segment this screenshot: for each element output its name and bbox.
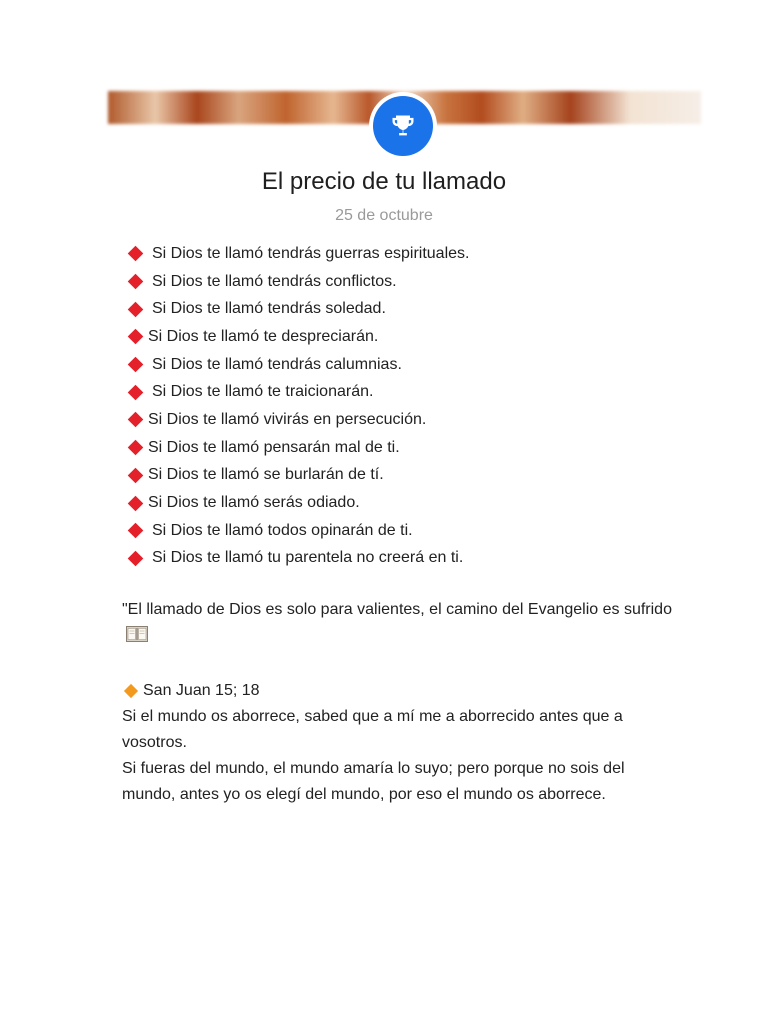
list-item bbox=[126, 462, 469, 490]
list-item bbox=[126, 545, 469, 573]
red-diamond-icon bbox=[128, 274, 144, 290]
red-diamond-icon bbox=[128, 551, 144, 567]
list-item-text: Si Dios te llamó tu parentela no creerá en ti. bbox=[152, 549, 464, 567]
trophy-badge bbox=[369, 92, 437, 160]
red-diamond-icon bbox=[128, 329, 144, 345]
list-item-text: Si Dios te llamó vivirás en persecución. bbox=[148, 410, 427, 428]
red-diamond-icon bbox=[128, 523, 144, 539]
post-date: 25 de octubre bbox=[335, 207, 433, 224]
list-item-text: Si Dios te llamó tendrás conflictos. bbox=[152, 272, 397, 290]
list-item bbox=[126, 295, 469, 323]
list-item bbox=[126, 406, 469, 434]
red-diamond-icon bbox=[128, 468, 144, 484]
list-item bbox=[126, 489, 469, 517]
list-item-text: Si Dios te llamó tendrás soledad. bbox=[152, 300, 386, 318]
list-item bbox=[126, 517, 469, 545]
list-item-text: Si Dios te llamó serás odiado. bbox=[148, 494, 360, 512]
list-item-text: Si Dios te llamó se burlarán de tí. bbox=[148, 466, 384, 484]
quote-paragraph bbox=[122, 597, 682, 651]
list-item bbox=[126, 240, 469, 268]
calling-list bbox=[126, 240, 469, 572]
red-diamond-icon bbox=[128, 495, 144, 511]
list-item bbox=[126, 351, 469, 379]
list-item-text: Si Dios te llamó te traicionarán. bbox=[152, 383, 374, 401]
list-item bbox=[126, 434, 469, 462]
red-diamond-icon bbox=[128, 412, 144, 428]
verse-line-2: Si fueras del mundo, el mundo amaría lo suyo; pero porque no sois del mundo, antes yo os elegí del mundo, por eso el mundo os aborrece. bbox=[122, 760, 625, 803]
trophy-circle bbox=[373, 96, 433, 156]
list-item-text: Si Dios te llamó pensarán mal de ti. bbox=[148, 438, 400, 456]
orange-diamond-icon bbox=[124, 684, 138, 698]
red-diamond-icon bbox=[128, 246, 144, 262]
red-diamond-icon bbox=[128, 440, 144, 456]
list-item-text: Si Dios te llamó tendrás guerras espirituales. bbox=[152, 244, 470, 262]
red-diamond-icon bbox=[128, 301, 144, 317]
open-book-icon bbox=[126, 625, 148, 651]
list-item-text: Si Dios te llamó todos opinarán de ti. bbox=[152, 521, 413, 539]
list-item bbox=[126, 268, 469, 296]
list-item bbox=[126, 378, 469, 406]
verse-reference bbox=[122, 678, 260, 704]
verse-text bbox=[122, 704, 682, 808]
verse-reference-text: San Juan 15; 18 bbox=[143, 682, 260, 699]
page-title: El precio de tu llamado bbox=[261, 168, 507, 195]
red-diamond-icon bbox=[128, 385, 144, 401]
red-diamond-icon bbox=[128, 357, 144, 373]
list-item-text: Si Dios te llamó tendrás calumnias. bbox=[152, 355, 402, 373]
trophy-icon bbox=[389, 112, 417, 140]
list-item bbox=[126, 323, 469, 351]
list-item-text: Si Dios te llamó te despreciarán. bbox=[148, 327, 379, 345]
quote-text: "El llamado de Dios es solo para valientes, el camino del Evangelio es sufrido bbox=[122, 601, 672, 618]
verse-line-1: Si el mundo os aborrece, sabed que a mí me a aborrecido antes que a vosotros. bbox=[122, 708, 623, 751]
